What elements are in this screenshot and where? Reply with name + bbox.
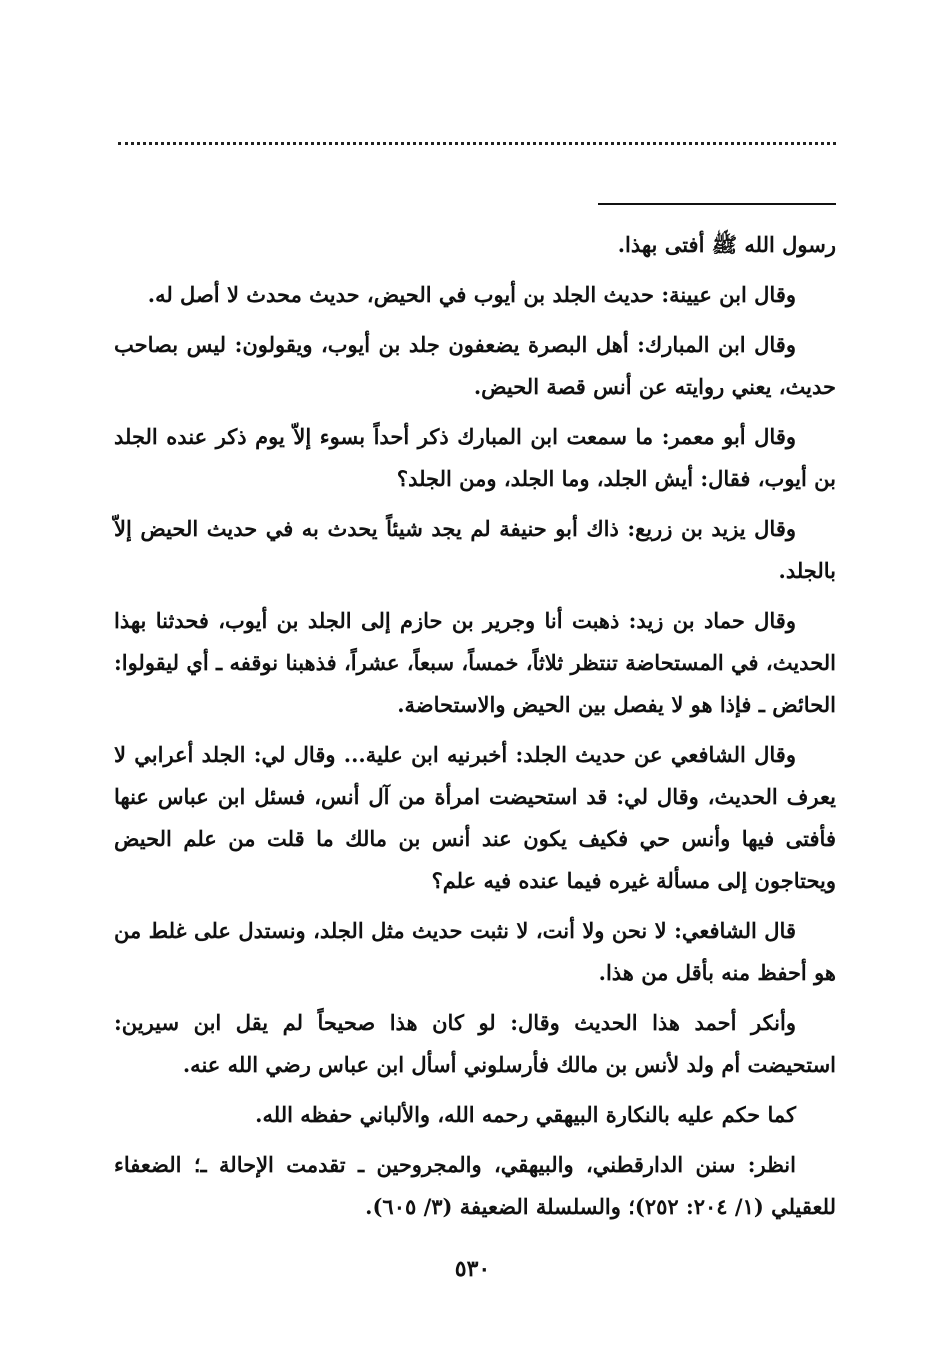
footnote-paragraph: وقال أبو معمر: ما سمعت ابن المبارك ذكر أحداً بسوء إلاّ يوم ذكر عنده الجلد بن أيوب، فقال: أيش الجلد، وما الجلد، ومن الجلد؟ (114, 424, 836, 491)
footnote-rule (598, 203, 836, 205)
footnote-paragraph: وقال ابن عيينة: حديث الجلد بن أيوب في الحيض، حديث محدث لا أصل له. (147, 282, 796, 307)
page-number: ٥٣٠ (454, 1256, 491, 1282)
footnote-paragraph: رسول الله ﷺ أفتى بهذا. (617, 232, 836, 257)
footnote-paragraph: انظر: سنن الدارقطني، والبيهقي، والمجروحين ـ تقدمت الإحالة ـ؛ الضعفاء للعقيلي (١/ ٢٠٤: ٢٥٢)؛ والسلسلة الضعيفة (٣/ ٦٠٥). (114, 1152, 836, 1219)
footnote-paragraph: قال الشافعي: لا نحن ولا أنت، لا نثبت حديث مثل الجلد، ونستدل على غلط من هو أحفظ منه بأقل من هذا. (114, 918, 836, 985)
footnote-paragraph: وقال يزيد بن زريع: ذاك أبو حنيفة لم يجد شيئاً يحدث به في حديث الحيض إلاّ بالجلد. (114, 516, 836, 583)
footnote-paragraph: وقال الشافعي عن حديث الجلد: أخبرنيه ابن علية... وقال لي: الجلد أعرابي لا يعرف الحديث، وقال لي: قد استحيضت امرأة من آل أنس، فسئل ابن عباس عنها فأفتى فيها وأنس حي فكيف يكون عند أنس بن مالك ما قلت من علم الحيض ويحتاجون إلى مسألة غيره فيما عنده فيه علم؟ (114, 742, 836, 893)
footnote-paragraph: وقال حماد بن زيد: ذهبت أنا وجرير بن حازم إلى الجلد بن أيوب، فحدثنا بهذا الحديث، في المستحاضة تنتظر ثلاثاً، خمساً، سبعاً، عشراً، فذهبنا نوقفه ـ أي ليقولوا: الحائض ـ فإذا هو لا يفصل بين الحيض والاستحاضة. (114, 608, 836, 717)
footnote-text (114, 224, 836, 1236)
footnote-paragraph: وأنكر أحمد هذا الحديث وقال: لو كان هذا صحيحاً لم يقل ابن سيرين: استحيضت أم ولد لأنس بن مالك فأرسلوني أسأل ابن عباس رضي الله عنه. (114, 1010, 836, 1077)
dotted-separator (118, 142, 836, 145)
footnote-paragraph: كما حكم عليه بالنكارة البيهقي رحمه الله، والألباني حفظه الله. (255, 1102, 796, 1127)
footnote-paragraph: وقال ابن المبارك: أهل البصرة يضعفون جلد بن أيوب، ويقولون: ليس بصاحب حديث، يعني روايته عن أنس قصة الحيض. (114, 332, 836, 399)
